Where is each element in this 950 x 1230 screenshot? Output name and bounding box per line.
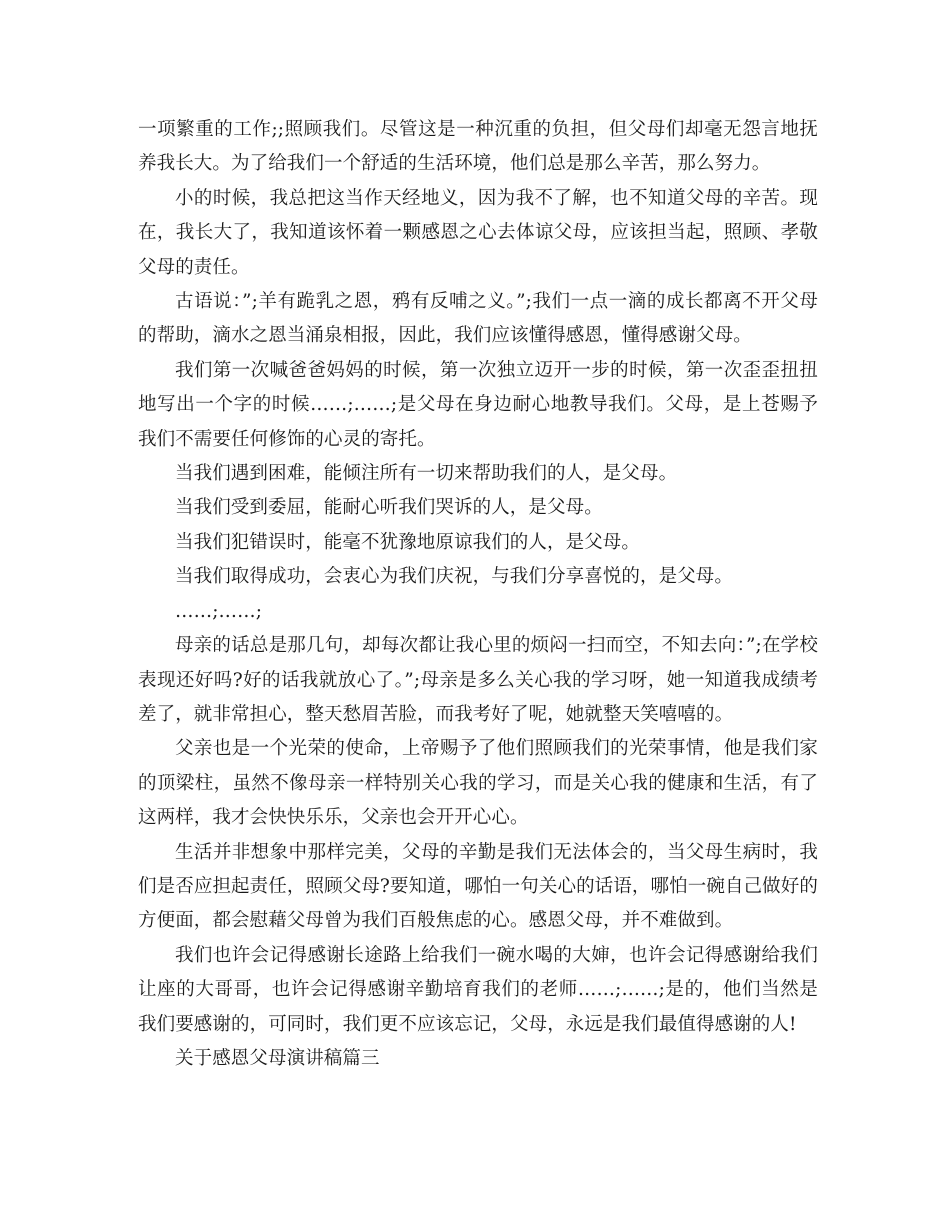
paragraph-7: 当我们犯错误时，能毫不犹豫地原谅我们的人，是父母。 <box>175 531 641 553</box>
document-body <box>138 113 818 1076</box>
paragraph-4: 我们第一次喊爸爸妈妈的时候，第一次独立迈开一步的时候，第一次歪歪扭扭地写出一个字的时候……;……;是父母在身边耐心地教导我们。父母，是上苍赐予我们不需要任何修饰的心灵的寄托。 <box>138 359 818 450</box>
paragraph-1: 一项繁重的工作;;照顾我们。尽管这是一种沉重的负担，但父母们却毫无怨言地抚养我长大。为了给我们一个舒适的生活环境，他们总是那么辛苦，那么努力。 <box>138 119 818 175</box>
paragraph-8: 当我们取得成功，会衷心为我们庆祝，与我们分享喜悦的，是父母。 <box>175 566 734 588</box>
paragraph-2: 小的时候，我总把这当作天经地义，因为我不了解，也不知道父母的辛苦。现在，我长大了，我知道该怀着一颗感恩之心去体谅父母，应该担当起，照顾、孝敬父母的责任。 <box>138 187 818 278</box>
paragraph-12: 生活并非想象中那样完美，父母的辛勤是我们无法体会的，当父母生病时，我们是否应担起责任，照顾父母?要知道，哪怕一句关心的话语，哪怕一碗自己做好的方便面，都会慰藉父母曾为我们百般焦虑的心。感恩父母，并不难做到。 <box>138 841 818 932</box>
paragraph-3: 古语说：”;羊有跪乳之恩，鸦有反哺之义。”;我们一点一滴的成长都离不开父母的帮助，滴水之恩当涌泉相报，因此，我们应该懂得感恩，懂得感谢父母。 <box>138 291 818 347</box>
paragraph-5: 当我们遇到困难，能倾注所有一切来帮助我们的人，是父母。 <box>175 463 678 485</box>
paragraph-6: 当我们受到委屈，能耐心听我们哭诉的人，是父母。 <box>175 497 603 519</box>
paragraph-10: 母亲的话总是那几句，却每次都让我心里的烦闷一扫而空，不知去向：”;在学校表现还好吗?好的话我就放心了。”;母亲是多么关心我的学习呀，她一知道我成绩考差了，就非常担心，整天愁眉苦脸，而我考好了呢，她就整天笑嘻嘻的。 <box>138 635 818 725</box>
paragraph-9: ……;……; <box>175 600 263 622</box>
section-heading: 关于感恩父母演讲稿篇三 <box>175 1047 380 1069</box>
paragraph-13: 我们也许会记得感谢长途路上给我们一碗水喝的大婶，也许会记得感谢给我们让座的大哥哥，也许会记得感谢辛勤培育我们的老师……;……;是的，他们当然是我们要感谢的，可同时，我们更不应该忘记，父母，永远是我们最值得感谢的人! <box>138 944 818 1035</box>
paragraph-11: 父亲也是一个光荣的使命，上帝赐予了他们照顾我们的光荣事情，他是我们家的顶梁柱，虽然不像母亲一样特别关心我的学习，而是关心我的健康和生活，有了这两样，我才会快快乐乐，父亲也会开开心心。 <box>138 738 818 829</box>
